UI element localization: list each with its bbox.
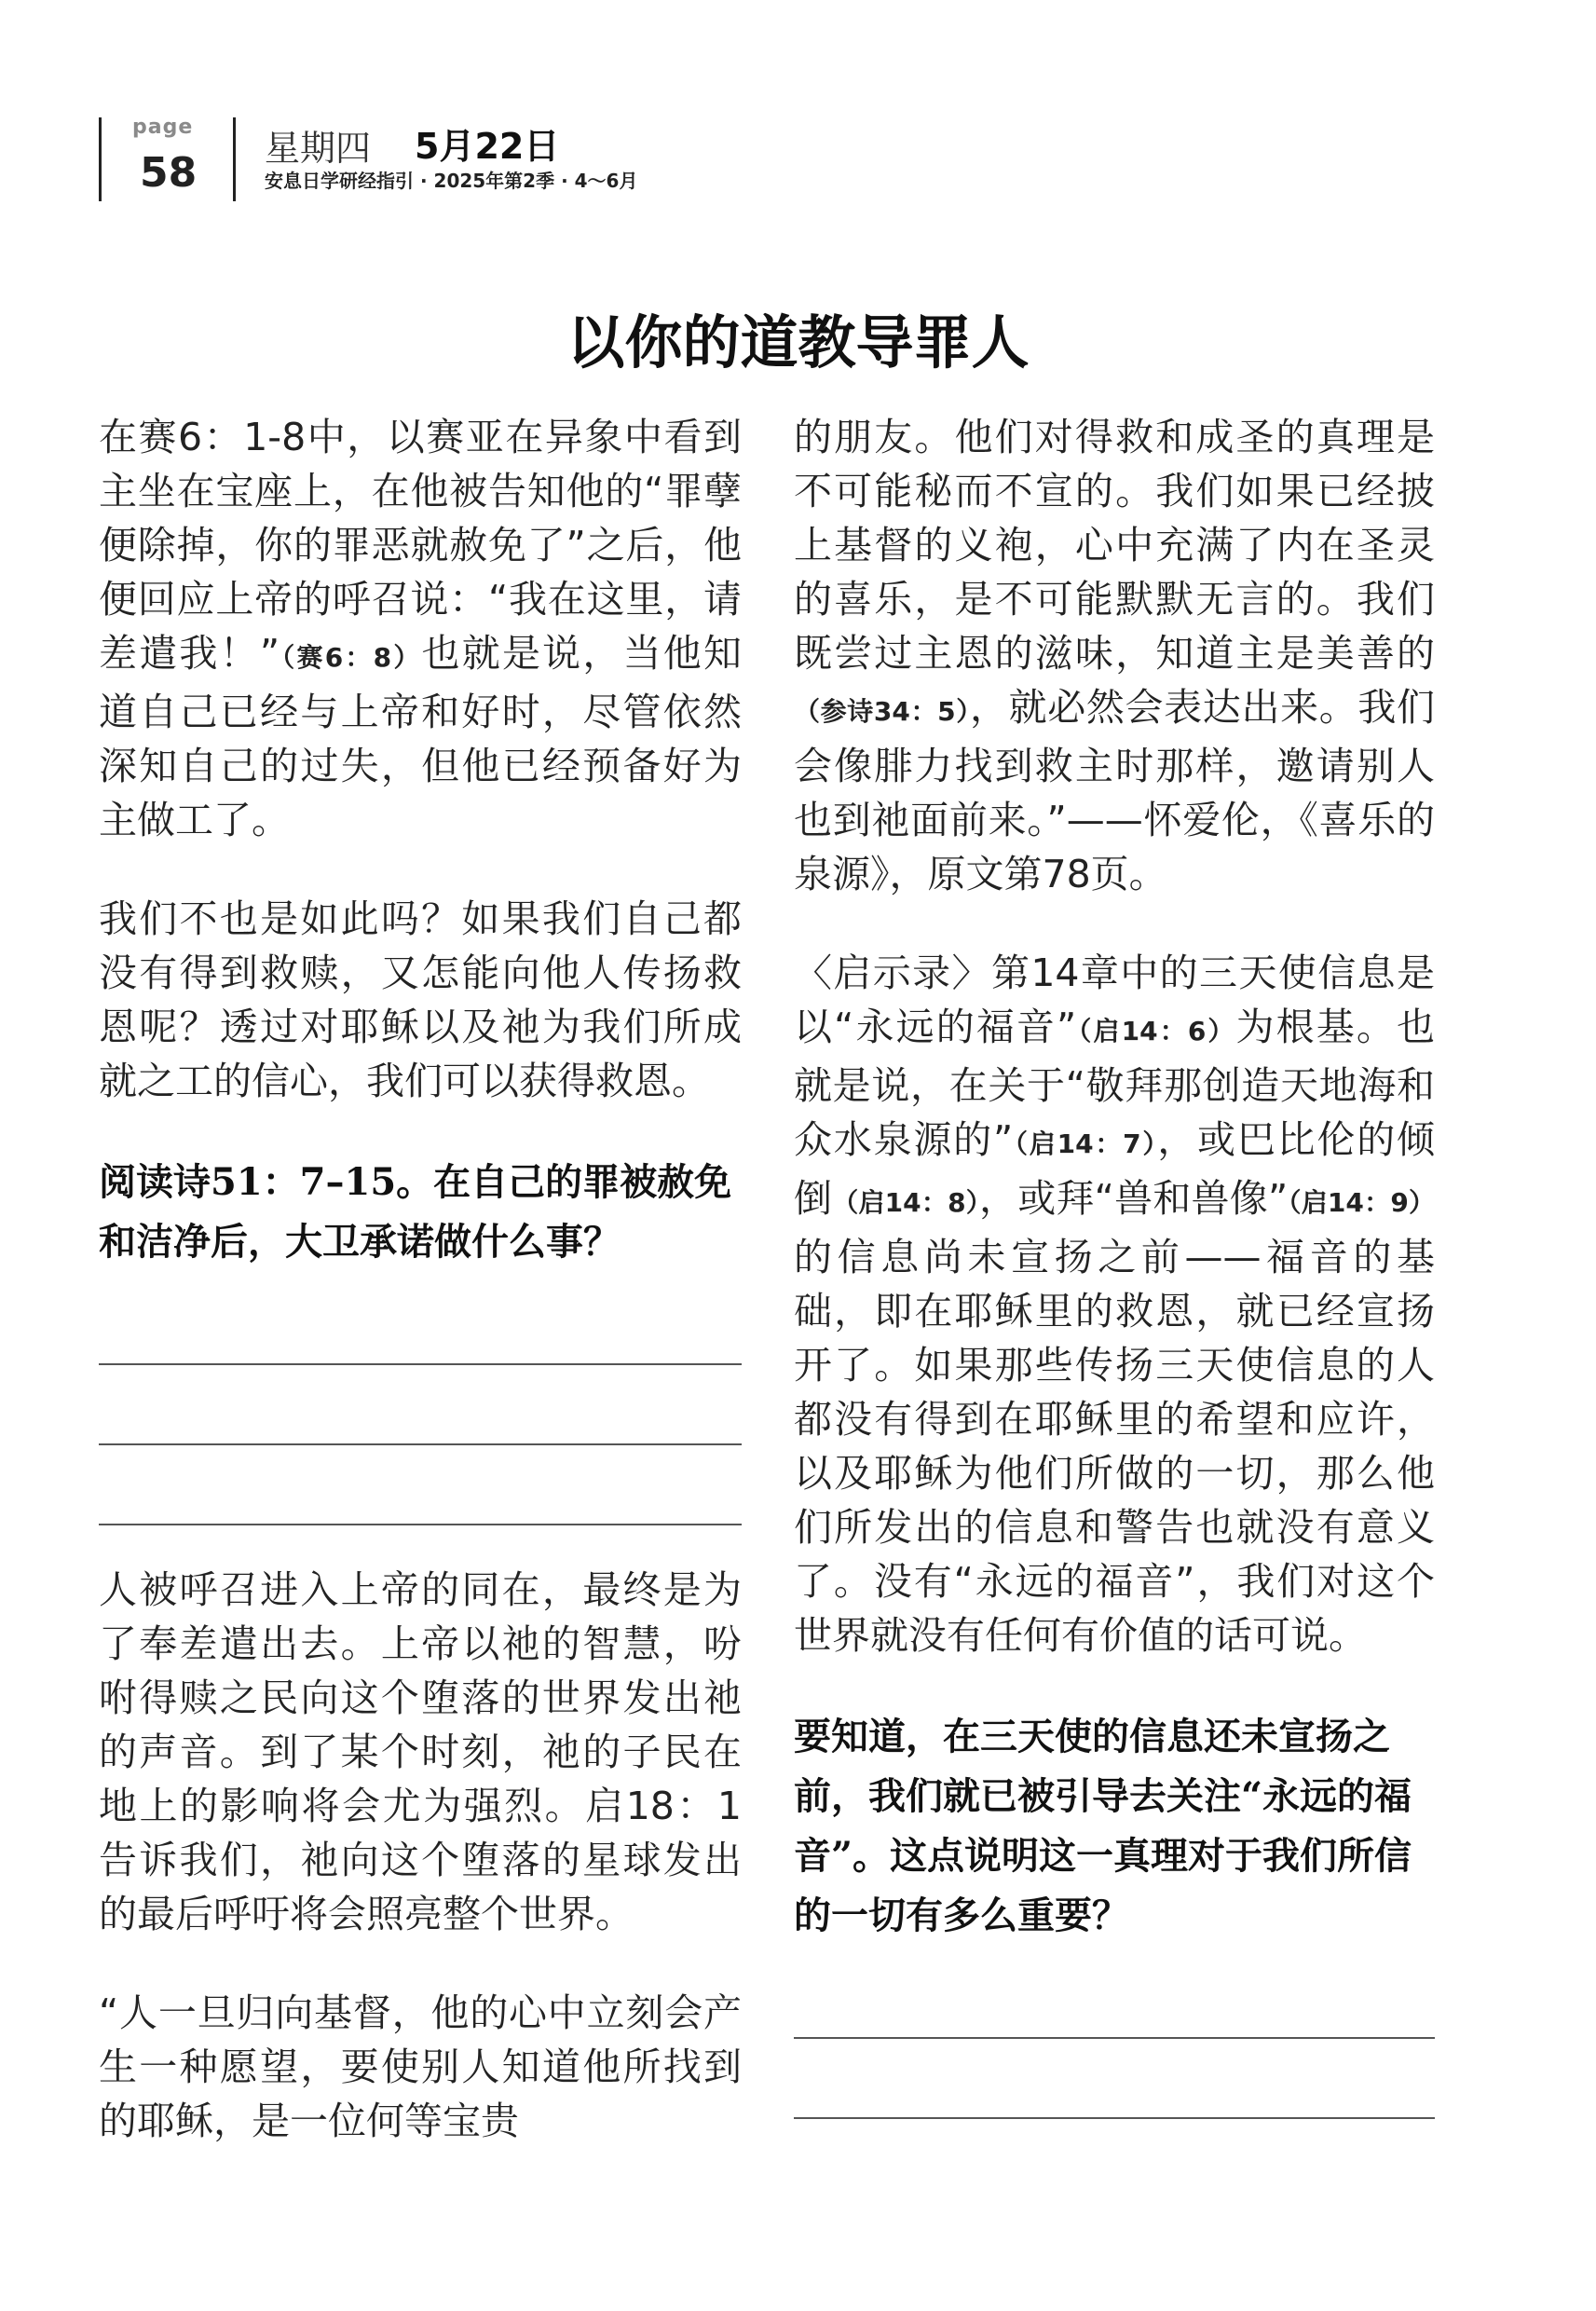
paragraph-text: 的信息尚未宣扬之前——福音的基础，即在耶稣里的救恩，就已经宣扬开了。如果那些传扬三天使信息的人都没有得到在耶稣里的希望和应许，以及耶稣为他们所做的一切，那么他们所发出的信息和警告也就没有意义了。没有“永远的福音”，我们对这个世界就没有任何有价值的话可说。: [794, 1235, 1435, 1658]
scripture-reference: （启14：6）: [1076, 1016, 1236, 1046]
paragraph-text: 的朋友。他们对得救和成圣的真理是不可能秘而不宣的。我们如果已经披上基督的义袍，心中充满了内在圣灵的喜乐，是不可能默默无言的。我们既尝过主恩的滋味，知道主是美善的: [794, 415, 1435, 676]
scripture-reference: （参诗34：5）: [794, 696, 970, 727]
left-column: [99, 410, 742, 2193]
scripture-reference: （启14：7）: [1013, 1128, 1158, 1159]
paragraph: [99, 410, 742, 847]
header-divider: [99, 117, 102, 201]
answer-lines: [99, 1309, 742, 1525]
paragraph: “人一旦归向基督，他的心中立刻会产生一种愿望，要使别人知道他所找到的耶稣，是一位何等宝贵: [99, 1990, 742, 2143]
paragraph-text: 也就是说，当他知道自己已经与上帝和好时，尽管依然深知自己的过失，但他已经预备好为主做工了。: [99, 631, 743, 842]
lesson-title: 以你的道教导罪人: [566, 308, 1030, 376]
paragraph-text: 为根基。也就是说，在关于“敬拜那创造天地海和众水泉源的”: [794, 1005, 1436, 1162]
answer-line[interactable]: [794, 2039, 1435, 2119]
answer-line[interactable]: [99, 1445, 742, 1525]
publication-subtitle: 安息日学研经指引 · 2025年第2季 · 4～6月: [265, 170, 638, 192]
date: 5月22日: [415, 126, 560, 167]
header-divider: [233, 117, 236, 201]
answer-line[interactable]: [99, 1365, 742, 1445]
scripture-reference: （启14：9）: [1288, 1187, 1436, 1218]
paragraph-text: ，就必然会表达出来。我们会像腓力找到救主时那样，邀请别人也到祂面前来。”——怀爱伦，《喜乐的泉源》，原文第78页。: [794, 685, 1436, 896]
paragraph: [794, 946, 1435, 1662]
right-column: [794, 410, 1435, 2156]
page-number: 58: [140, 149, 198, 197]
study-question: 阅读诗51：7–15。在自己的罪被赦免和洁净后，大卫承诺做什么事？: [99, 1160, 732, 1264]
answer-lines: [794, 1983, 1435, 2119]
paragraph: 我们不也是如此吗？如果我们自己都没有得到救赎，又怎能向他人传扬救恩呢？透过对耶稣以及祂为我们所成就之工的信心，我们可以获得救恩。: [99, 896, 742, 1103]
page-header: [93, 110, 745, 203]
paragraph-text: ，或拜“兽和兽像”: [979, 1176, 1289, 1221]
study-question: 要知道，在三天使的信息还未宣扬之前，我们就已被引导去关注“永远的福音”。这点说明这一真理对于我们所信的一切有多么重要？: [794, 1715, 1412, 1937]
paragraph-text: ，或巴比伦的倾倒: [794, 1117, 1435, 1221]
paragraph: 人被呼召进入上帝的同在，最终是为了奉差遣出去。上帝以祂的智慧，吩咐得赎之民向这个堕落的世界发出祂的声音。到了某个时刻，祂的子民在地上的影响将会尤为强烈。启18：1告诉我们，祂向这个堕落的星球发出的最后呼吁将会照亮整个世界。: [99, 1567, 742, 1936]
scripture-reference: （赛6：8）: [280, 642, 422, 673]
weekday: 星期四: [265, 128, 372, 169]
answer-line[interactable]: [99, 1309, 742, 1365]
paragraph-text: 在赛6：1-8中，以赛亚在异象中看到主坐在宝座上，在他被告知他的“罪孽便除掉，你的罪恶就赦免了”之后，他便回应上帝的呼召说：“我在这里，请差遣我！”: [99, 415, 742, 676]
scripture-reference: （启14：8）: [832, 1187, 979, 1218]
page-label: page: [132, 116, 194, 139]
paragraph: [794, 410, 1435, 901]
answer-line[interactable]: [794, 1983, 1435, 2039]
paragraph-text: 〈启示录〉第14章中的三天使信息是以“永远的福音”: [794, 950, 1435, 1049]
